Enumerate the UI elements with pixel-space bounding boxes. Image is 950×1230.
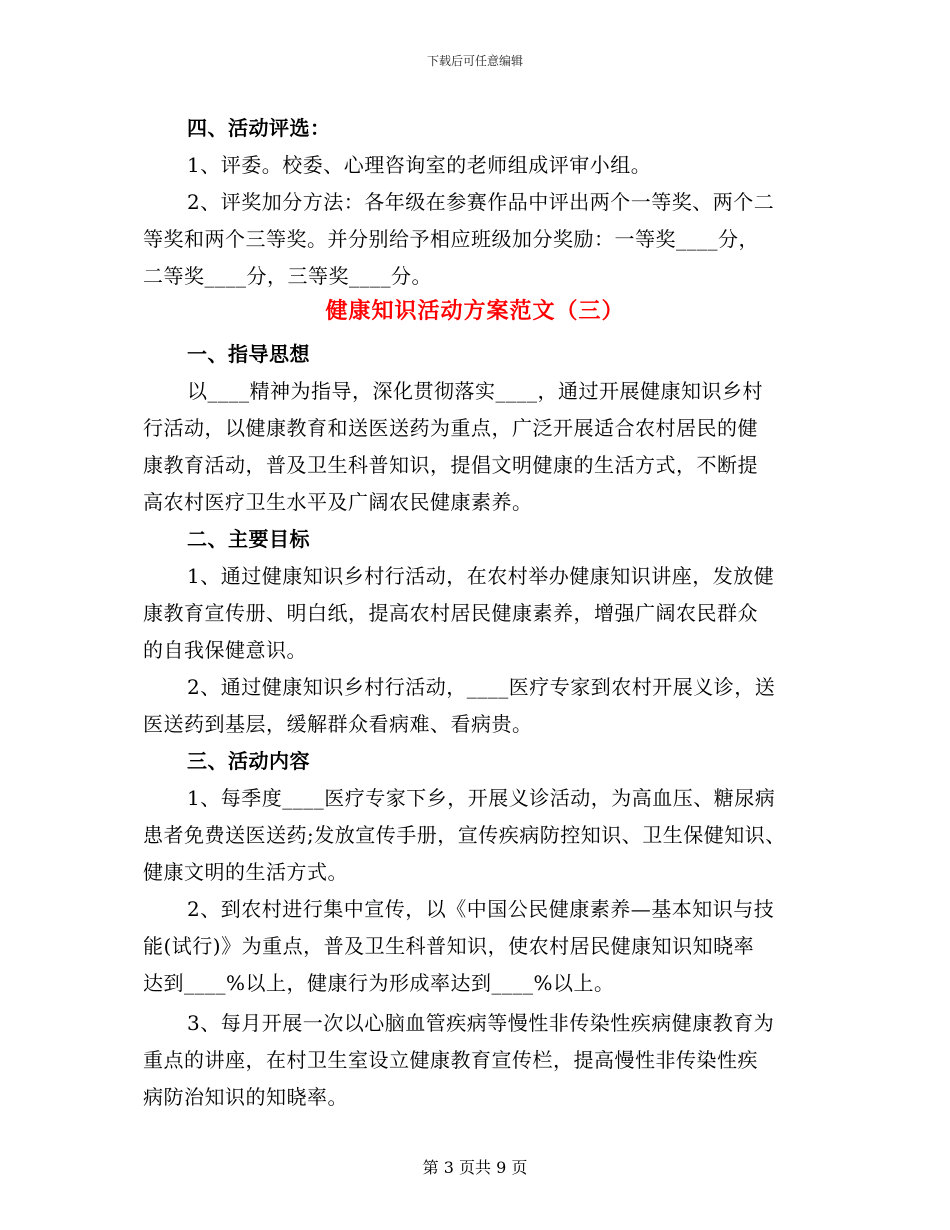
document-title: 健康知识活动方案范文（三） [325, 299, 625, 324]
paragraph-line: 健康文明的生活方式。 [143, 860, 348, 884]
section-heading-activity-content: 三、活动内容 [187, 749, 310, 773]
paragraph-line: 康教育宣传册、明白纸，提高农村居民健康素养，增强广阔农民群众 [143, 601, 758, 625]
paragraph-line: 医送药到基层，缓解群众看病难、看病贵。 [143, 712, 533, 736]
paragraph-line: 患者免费送医送药;发放宣传手册，宣传疾病防控知识、卫生保健知识、 [143, 823, 786, 847]
paragraph-line: 1、评委。校委、心理咨询室的老师组成评审小组。 [187, 153, 652, 177]
paragraph-line: 3、每月开展一次以心脑血管疾病等慢性非传染性疾病健康教育为 [187, 1011, 775, 1035]
paragraph-line: 2、通过健康知识乡村行活动，____医疗专家到农村开展义诊，送 [187, 675, 776, 699]
paragraph-line: 1、通过健康知识乡村行活动，在农村举办健康知识讲座，发放健 [187, 564, 775, 588]
paragraph-line: 1、每季度____医疗专家下乡，开展义诊活动，为高血压、糖尿病 [187, 786, 776, 810]
page-footer: 第 3 页共 9 页 [422, 1158, 528, 1177]
paragraph-line: 康教育活动，普及卫生科普知识，提倡文明健康的生活方式，不断提 [143, 453, 758, 477]
paragraph-line: 2、到农村进行集中宣传，以《中国公民健康素养—基本知识与技 [187, 897, 775, 921]
paragraph-line: 2、评奖加分方法：各年级在参赛作品中评出两个一等奖、两个二 [187, 190, 775, 214]
paragraph-line: 行活动，以健康教育和送医送药为重点，广泛开展适合农村居民的健 [143, 416, 758, 440]
paragraph-line: 的自我保健意识。 [143, 638, 307, 662]
paragraph-line: 达到____%以上，健康行为形成率达到____%以上。 [143, 971, 615, 995]
section-heading-evaluation: 四、活动评选： [187, 116, 331, 140]
paragraph-line: 以____精神为指导，深化贯彻落实____，通过开展健康知识乡村 [187, 379, 763, 403]
paragraph-line: 二等奖____分，三等奖____分。 [143, 264, 432, 288]
page-header: 下载后可任意编辑 [426, 54, 523, 68]
section-heading-main-goals: 二、主要目标 [187, 527, 310, 551]
paragraph-line: 等奖和两个三等奖。并分别给予相应班级加分奖励：一等奖____分， [143, 227, 759, 251]
paragraph-line: 能(试行)》为重点，普及卫生科普知识，使农村居民健康知识知晓率 [143, 934, 755, 958]
paragraph-line: 病防治知识的知晓率。 [143, 1085, 348, 1109]
paragraph-line: 重点的讲座，在村卫生室设立健康教育宣传栏，提高慢性非传染性疾 [143, 1048, 758, 1072]
section-heading-guiding-ideology: 一、指导思想 [187, 342, 310, 366]
paragraph-line: 高农村医疗卫生水平及广阔农民健康素养。 [143, 490, 533, 514]
